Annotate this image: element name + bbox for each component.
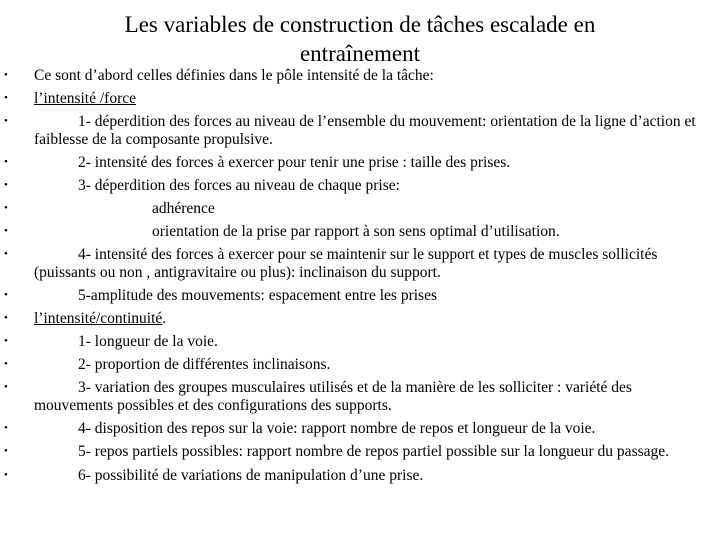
bullet-icon: • [4,202,8,214]
list-item [0,417,720,440]
list-item [0,151,720,174]
bullet-icon: • [4,179,8,191]
bullet-list [0,64,720,487]
item-text: Ce sont d’abord celles définies dans le pôle intensité de la tâche: [34,67,434,84]
bullet-icon: • [4,335,8,347]
list-item [0,330,720,353]
item-text: 3- variation des groupes musculaires utilisés et de la manière de les solliciter : variété des mouvements possibles et des configurations des supports. [34,379,632,414]
bullet-icon: • [4,115,8,127]
bullet-icon: • [4,225,8,237]
slide-title: Les variables de construction de tâches escalade en entraînement [124,12,596,66]
item-text: orientation de la prise par rapport à son sens optimal d’utilisation. [152,223,560,240]
list-item [0,376,720,417]
list-item [0,64,720,87]
bullet-icon: • [4,445,8,457]
bullet-icon: • [4,69,8,81]
list-item [0,197,720,220]
item-text: 5-amplitude des mouvements: espacement entre les prises [78,287,437,304]
bullet-icon: • [4,92,8,104]
bullet-icon: • [4,358,8,370]
list-item [0,220,720,243]
bullet-icon: • [4,468,8,481]
item-text: 2- intensité des forces à exercer pour tenir une prise : taille des prises. [78,154,511,171]
item-text: 1- déperdition des forces au niveau de l’ensemble du mouvement: orientation de la ligne d’action et faiblesse de la composante propulsive. [34,113,696,148]
item-text: 4- intensité des forces à exercer pour se maintenir sur le support et types de muscles sollicités (puissants ou non , antigravitaire ou plus): inclinaison du support. [34,246,658,281]
item-text: 3- déperdition des forces au niveau de chaque prise: [78,177,400,194]
section-heading: l’intensité /force [34,90,136,107]
bullet-icon: • [4,381,8,393]
list-item [0,243,720,284]
item-text: 5- repos partiels possibles: rapport nombre de repos partiel possible sur la longueur du passage. [78,443,670,460]
list-item [0,87,720,110]
bullet-icon: • [4,248,8,260]
list-item [0,307,720,330]
list-item [0,110,720,151]
bullet-icon: • [4,289,8,301]
item-text: 2- proportion de différentes inclinaisons. [78,356,331,373]
list-item [0,174,720,197]
list-item [0,464,720,487]
section-heading: l’intensité/continuité [34,310,163,327]
item-text: 4- disposition des repos sur la voie: rapport nombre de repos et longueur de la voie. [78,420,596,437]
item-text: adhérence [152,200,215,217]
list-item [0,353,720,376]
bullet-icon: • [4,156,8,168]
item-text: 6- possibilité de variations de manipulation d’une prise. [78,466,424,484]
list-item [0,284,720,307]
bullet-icon: • [4,312,8,324]
heading-suffix: . [162,310,167,327]
item-text: 1- longueur de la voie. [78,333,218,350]
list-item [0,440,720,464]
bullet-icon: • [4,422,8,434]
